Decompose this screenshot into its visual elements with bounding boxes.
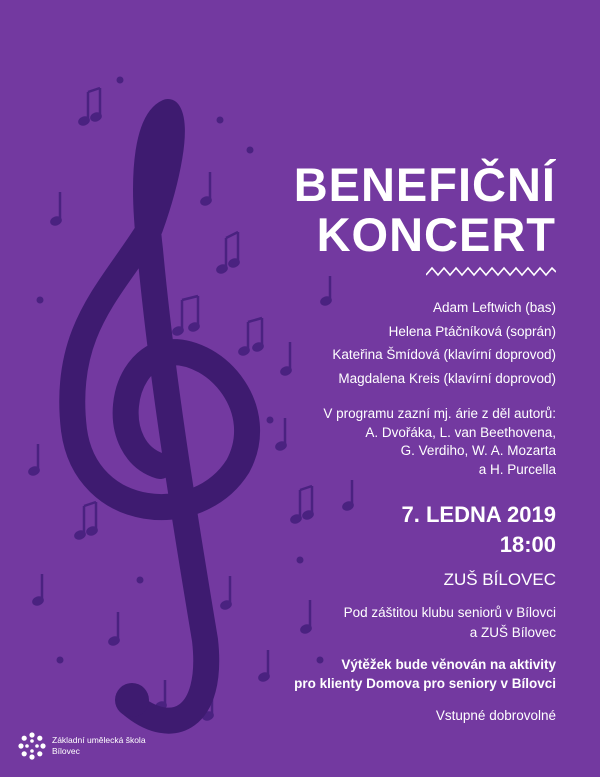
title-line-2: KONCERT	[316, 208, 556, 261]
proceeds-line: pro klienty Domova pro seniory v Bílovci	[294, 676, 556, 691]
event-date: 7. LEDNA 2019	[401, 502, 556, 527]
zigzag-divider-icon	[426, 265, 556, 277]
school-logo-icon	[18, 732, 46, 760]
program-line: A. Dvořáka, L. van Beethovena,	[365, 424, 556, 440]
title-line-1: BENEFIČNÍ	[293, 158, 556, 211]
performers-list	[332, 296, 556, 390]
program-line: a H. Purcella	[478, 461, 556, 477]
school-name-line-1: Základní umělecká škola	[52, 735, 146, 745]
program-line: G. Verdiho, W. A. Mozarta	[400, 443, 556, 458]
proceeds-line: Výtěžek bude věnován na aktivity	[341, 657, 556, 672]
performer: Kateřina Šmídová (klavírní doprovod)	[332, 347, 556, 362]
patronage-line: Pod záštitou klubu seniorů v Bílovci	[343, 605, 556, 620]
admission-text: Vstupné dobrovolné	[435, 708, 556, 723]
school-name	[52, 735, 146, 757]
performer: Magdalena Kreis (klavírní doprovod)	[338, 370, 556, 386]
event-datetime	[402, 500, 556, 560]
patronage-line: a ZUŠ Bílovec	[469, 625, 556, 640]
program-text	[323, 405, 556, 479]
proceeds-text	[294, 655, 556, 693]
school-logo	[18, 732, 146, 760]
school-name-line-2: Bílovec	[52, 746, 80, 756]
event-venue: ZUŠ BÍLOVEC	[443, 570, 556, 589]
program-line: V programu zazní mj. árie z děl autorů:	[323, 406, 556, 421]
patronage-text	[344, 603, 556, 643]
treble-clef-icon	[72, 112, 247, 721]
page-title	[294, 160, 556, 260]
event-time: 18:00	[499, 532, 556, 557]
clef-tail-dot	[115, 683, 149, 717]
performer: Helena Ptáčníková (soprán)	[388, 323, 556, 339]
performer: Adam Leftwich (bas)	[432, 300, 556, 315]
